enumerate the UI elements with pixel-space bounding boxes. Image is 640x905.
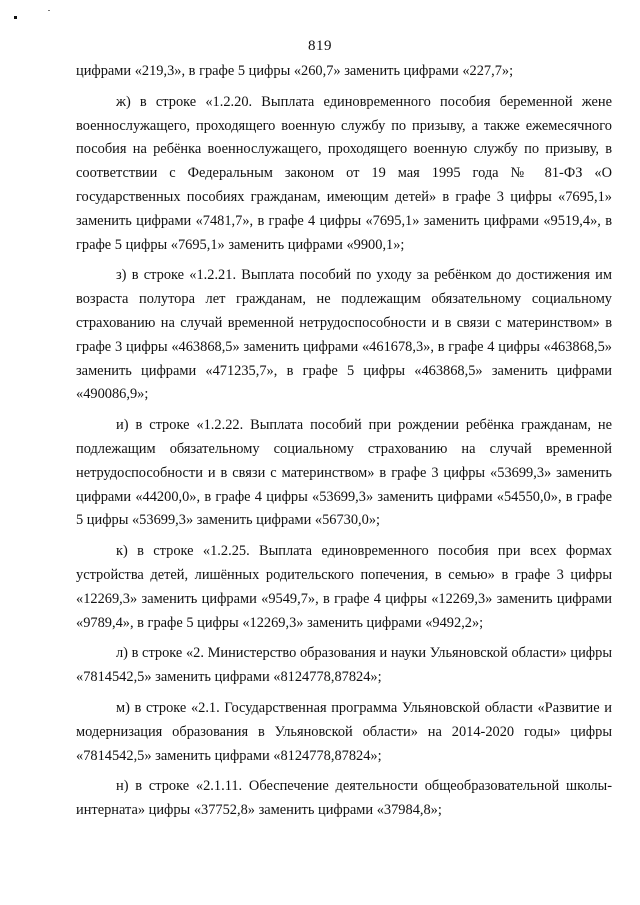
paragraph-item-z: з) в строке «1.2.21. Выплата пособий по уходу за ребёнком до достижения им возраста полутора лет гражданам, не подлежащим обязательному социальному страхованию на случай временной нетрудоспособности и в связи с материнством» в графе 3 цифры «463868,5» заменить цифрами «461678,3», в графе 4 цифры «463868,5» заменить цифрами «471235,7», в графе 5 цифры «463868,5» заменить цифрами «490086,9»; xyxy=(76,267,612,403)
paragraph-item-zh: ж) в строке «1.2.20. Выплата единовременного пособия беременной жене военнослужащего, проходящего военную службу по призыву, а также ежемесячного пособия на ребёнка военнослужащего, проходящего военную службу по призыву, в соответствии с Федеральным законом от 19 мая 1995 года № 81-ФЗ «О государственных пособиях гражданам, имеющим детей» в графе 3 цифры «7695,1» заменить цифрами «7481,7», в графе 4 цифры «7695,1» заменить цифрами «9519,4», в графе 5 цифры «7695,1» заменить цифрами «9900,1»; xyxy=(76,93,612,253)
paragraph-item-l: л) в строке «2. Министерство образования и науки Ульяновской области» цифры «7814542,5» заменить цифрами «8124778,87824»; xyxy=(76,645,612,686)
paragraph-item-m: м) в строке «2.1. Государственная программа Ульяновской области «Развитие и модернизация образования в Ульяновской области» на 2014-2020 годы» цифры «7814542,5» заменить цифрами «8124778,87824»; xyxy=(76,699,612,764)
scan-speck xyxy=(14,16,17,19)
document-body xyxy=(76,60,612,830)
scan-speck xyxy=(48,10,50,11)
paragraph-item-k: к) в строке «1.2.25. Выплата единовременного пособия при всех формах устройства детей, лишённых родительского попечения, в семью» в графе 3 цифры «12269,3» заменить цифрами «9549,7», в графе 4 цифры «12269,3» заменить цифрами «9789,4», в графе 5 цифры «12269,3» заменить цифрами «9492,2»; xyxy=(76,543,612,631)
page-number: 819 xyxy=(308,38,332,54)
paragraph-item-i: и) в строке «1.2.22. Выплата пособий при рождении ребёнка гражданам, не подлежащим обязательному социальному страхованию на случай временной нетрудоспособности и в связи с материнством» в графе 3 цифры «53699,3» заменить цифрами «44200,0», в графе 4 цифры «53699,3» заменить цифрами «54550,0», в графе 5 цифры «53699,3» заменить цифрами «56730,0»; xyxy=(76,417,612,529)
paragraph-continuation: цифрами «219,3», в графе 5 цифры «260,7» заменить цифрами «227,7»; xyxy=(76,63,514,79)
paragraph-item-n: н) в строке «2.1.11. Обеспечение деятельности общеобразовательной школы-интерната» цифры «37752,8» заменить цифрами «37984,8»; xyxy=(76,778,612,819)
